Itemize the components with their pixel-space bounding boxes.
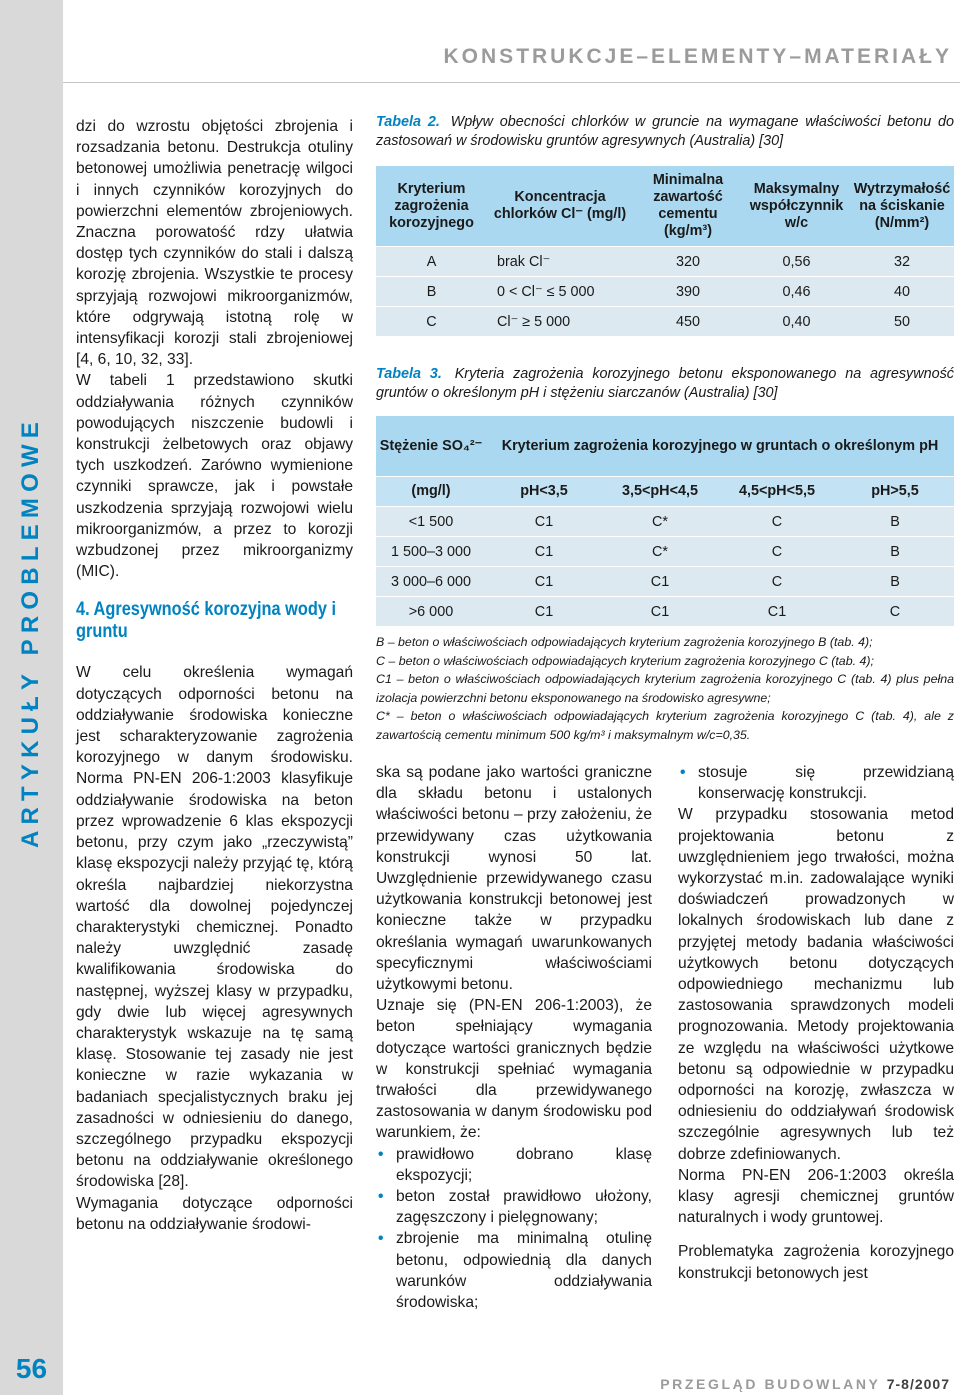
table-row: [376, 277, 954, 307]
table-2: [376, 166, 954, 337]
table-header-cell: Maksymalny współczynnik w/c: [743, 166, 850, 247]
table-cell: C: [718, 567, 836, 597]
table-cell: Cl⁻ ≥ 5 000: [487, 307, 633, 337]
table-header-row: [376, 166, 954, 247]
table-cell: brak Cl⁻: [487, 247, 633, 277]
paragraph: W tabeli 1 przedstawiono skutki oddziaływania różnych czynników powodujących niszczenie budowli i konstrukcji żelbetowych oraz objawy tych uszkodzeń. Zarówno wymienione czynniki sprawcze, jak i powstałe uszkodzenia sprzyjają rozwojowi wielu mikroorganizmów, a przez to korozji wzbudzonej przez mikroorganizmy (MIC).: [76, 372, 353, 581]
table-row: [376, 537, 954, 567]
table-3: [376, 416, 954, 627]
table-header-cell: (mg/l): [376, 477, 486, 507]
table-note: C1 – beton o właściwościach odpowiadających kryterium zagrożenia korozyjnego C (tab. 4) plus pełna izolacja powierzchni betonu eksponowanego na środowisko agresywne;: [376, 672, 954, 705]
table-header-cell: Kryterium zagrożenia korozyjnego: [376, 166, 487, 247]
table-row: [376, 597, 954, 627]
paragraph: Norma PN-EN 206-1:2003 określa klasy agresji chemicznej gruntów naturalnych i wody gruntowej.: [678, 1166, 954, 1227]
table-3-label: Tabela 3.: [376, 366, 442, 382]
table-header-cell: pH>5,5: [836, 477, 954, 507]
table-cell: 0,46: [743, 277, 850, 307]
running-header: KONSTRUKCJE–ELEMENTY–MATERIAŁY: [443, 45, 952, 68]
table-note: C* – beton o właściwościach odpowiadających kryterium zagrożenia korozyjnego C (tab. 4), ale z zawartością cementu minimum 500 kg/m³ i maksymalnym w/c=0,35.: [376, 709, 954, 742]
table-cell: C1: [486, 537, 602, 567]
list-item: • zbrojenie ma minimalną otulinę betonu, odpowiednią dla danych warunków oddziaływania środowiska;: [376, 1228, 652, 1313]
table-row: [376, 307, 954, 337]
paragraph: Wymagania dotyczące odporności betonu na oddziaływanie środowi-: [76, 1194, 353, 1233]
table-cell: <1 500: [376, 507, 486, 537]
table-cell: >6 000: [376, 597, 486, 627]
text-column-1: [76, 116, 353, 1235]
table-cell: B: [836, 537, 954, 567]
table-2-caption-text: Wpływ obecności chlorków w gruncie na wymagane właściwości betonu do zastosowań w środowisku gruntów agresywnych (Australia) [30]: [376, 114, 954, 149]
table-row: [376, 247, 954, 277]
text-column-3: [678, 762, 954, 1284]
table-cell: C1: [486, 597, 602, 627]
paragraph: W przypadku stosowania metod projektowania betonu z uwzględnieniem jego trwałości, można wykorzystać m.in. zadowalające wyniki doświadczeń prowadzonych w lokalnych środowiskach lub dane z przyjętej metody badania właściwości użytkowych betonu dotyczących odpowiedniego mechanizmu lub zastosowania sprawdzonych modeli prognozowania. Metody projektowania ze względu na właściwości użytkowe betonu są odpowiednie w przypadku odporności na korozję, zwłaszcza w odniesieniu do oddziaływań środowisk szczególnie agresywnych lub też dobrze zdefiniowanych.: [678, 806, 954, 1163]
table-header-cell: Kryterium zagrożenia korozyjnego w gruntach o określonym pH: [486, 416, 954, 477]
list-item: • beton został prawidłowo ułożony, zagęszczony i pielęgnowany;: [376, 1186, 652, 1228]
footer: [660, 1376, 950, 1392]
table-cell: C1: [486, 507, 602, 537]
table-cell: 0,40: [743, 307, 850, 337]
table-2-caption: [376, 113, 954, 151]
text-column-2: [376, 762, 652, 1313]
table-cell: C: [836, 597, 954, 627]
paragraph: Uznaje się (PN-EN 206-1:2003), że beton spełniający wymagania dotyczące wartości granicznych będzie w konstrukcji spełniać wymagania trwałości dla przewidywanego zastosowania w danym środowisku pod warunkiem, że:: [376, 997, 652, 1142]
table-header-cell: Wytrzymałość na ściskanie (N/mm²): [850, 166, 954, 247]
table-cell: C*: [602, 537, 718, 567]
journal-name: PRZEGLĄD BUDOWLANY: [660, 1376, 881, 1392]
list-item: • prawidłowo dobrano klasę ekspozycji;: [376, 1144, 652, 1186]
table-note: C – beton o właściwościach odpowiadających kryterium zagrożenia korozyjnego C (tab. 4);: [376, 653, 874, 668]
bullet-list: [376, 1144, 652, 1314]
table-2-label: Tabela 2.: [376, 114, 440, 130]
table-cell: B: [376, 277, 487, 307]
table-row: [376, 507, 954, 537]
section-category-label: ARTYKUŁY PROBLEMOWE: [17, 415, 44, 849]
table-cell: C1: [602, 597, 718, 627]
table-3-notes: [376, 633, 954, 744]
paragraph: dzi do wzrostu objętości zbrojenia i rozsadzania betonu. Destrukcja otuliny betonowej umożliwia penetrację wilgoci i innych czynników korozyjnych do powierzchni elementów zbrojeniowych. Znaczna porowatość rdzy ułatwia dostęp tych czynników do stali i dalszą korozję zbrojenia. Wszystkie te procesy sprzyjają rozwojowi mikroorganizmów, które odgrywają istotną rolę w intensyfikacji korozji stali zbrojeniowej [4, 6, 10, 32, 33].: [76, 118, 353, 369]
table-header-cell: Stężenie SO₄²⁻: [376, 416, 486, 477]
table-cell: 40: [850, 277, 954, 307]
table-3-caption: [376, 365, 954, 403]
section-heading: 4. Agresywność korozyjna wody i gruntu: [76, 599, 337, 643]
table-note: B – beton o właściwościach odpowiadających kryterium zagrożenia korozyjnego B (tab. 4);: [376, 635, 873, 649]
table-header-row: [376, 416, 954, 477]
table-cell: 450: [633, 307, 743, 337]
list-item: • stosuje się przewidzianą konserwację konstrukcji.: [678, 762, 954, 804]
table-3-caption-text: Kryteria zagrożenia korozyjnego betonu eksponowanego na agresywność gruntów o określonym pH i stężeniu siarczanów (Australia) [30]: [376, 366, 955, 401]
table-cell: 0 < Cl⁻ ≤ 5 000: [487, 277, 633, 307]
table-cell: C: [718, 507, 836, 537]
paragraph: W celu określenia wymagań dotyczących odporności betonu na oddziaływanie środowiska konieczne jest scharakteryzowanie zagrożenia korozyjnego w danym środowisku. Norma PN-EN 206-1:2003 klasyfikuje oddziaływanie środowiska na beton przez wprowadzenie 6 klas ekspozycji betonu, przy czym jako „rzeczywistą” klasę ekspozycji należy przyjąć tę, którą określa najbardziej niekorzystna wartość dla dowolnej pojedynczej charakterystyki chemicznej. Ponadto należy uwzględnić zasadę kwalifikowania środowiska do następnej, wyższej klasy w przypadku, gdy dwie lub więcej agresywnych charakterystyk wskazuje na tę samą klasę. Stosowanie tej zasady nie jest konieczne w razie wykazania w badaniach specjalistycznych braku jej zasadności w odniesieniu do danego, szczególnego przypadku ekspozycji betonu na oddziaływanie określonego środowiska [28].: [76, 664, 353, 1191]
table-cell: C1: [486, 567, 602, 597]
table-header-cell: Koncentracja chlorków Cl⁻ (mg/l): [487, 166, 633, 247]
table-cell: C1: [602, 567, 718, 597]
table-header-cell: 3,5<pH<4,5: [602, 477, 718, 507]
issue-number: 7-8/2007: [886, 1376, 950, 1392]
table-cell: C: [376, 307, 487, 337]
table-cell: C: [718, 537, 836, 567]
table-header-cell: Minimalna zawartość cementu (kg/m³): [633, 166, 743, 247]
table-cell: 1 500–3 000: [376, 537, 486, 567]
table-row: [376, 567, 954, 597]
bullet-list: [678, 762, 954, 804]
table-cell: 390: [633, 277, 743, 307]
table-cell: C1: [718, 597, 836, 627]
table-cell: B: [836, 507, 954, 537]
table-cell: 0,56: [743, 247, 850, 277]
table-cell: 32: [850, 247, 954, 277]
table-header-cell: 4,5<pH<5,5: [718, 477, 836, 507]
table-cell: 320: [633, 247, 743, 277]
paragraph: ska są podane jako wartości graniczne dla składu betonu i ustalonych właściwości betonu – przy założeniu, że przewidywany czas użytkowania konstrukcji wynosi 50 lat. Uwzględnienie przewidywanego czasu użytkowania konstrukcji betonowej jest konieczne także w przypadku określania wymagań uwarunkowanych specyficznymi właściwościami użytkowymi betonu.: [376, 764, 652, 994]
paragraph-gap: [678, 1228, 954, 1241]
table-cell: 50: [850, 307, 954, 337]
table-cell: 3 000–6 000: [376, 567, 486, 597]
header-rule: [63, 82, 960, 83]
paragraph: Problematyka zagrożenia korozyjnego konstrukcji betonowych jest: [678, 1243, 954, 1282]
table-subheader-row: [376, 477, 954, 507]
table-cell: A: [376, 247, 487, 277]
table-cell: B: [836, 567, 954, 597]
table-header-cell: pH<3,5: [486, 477, 602, 507]
table-cell: C*: [602, 507, 718, 537]
page-number: 56: [15, 1353, 48, 1384]
